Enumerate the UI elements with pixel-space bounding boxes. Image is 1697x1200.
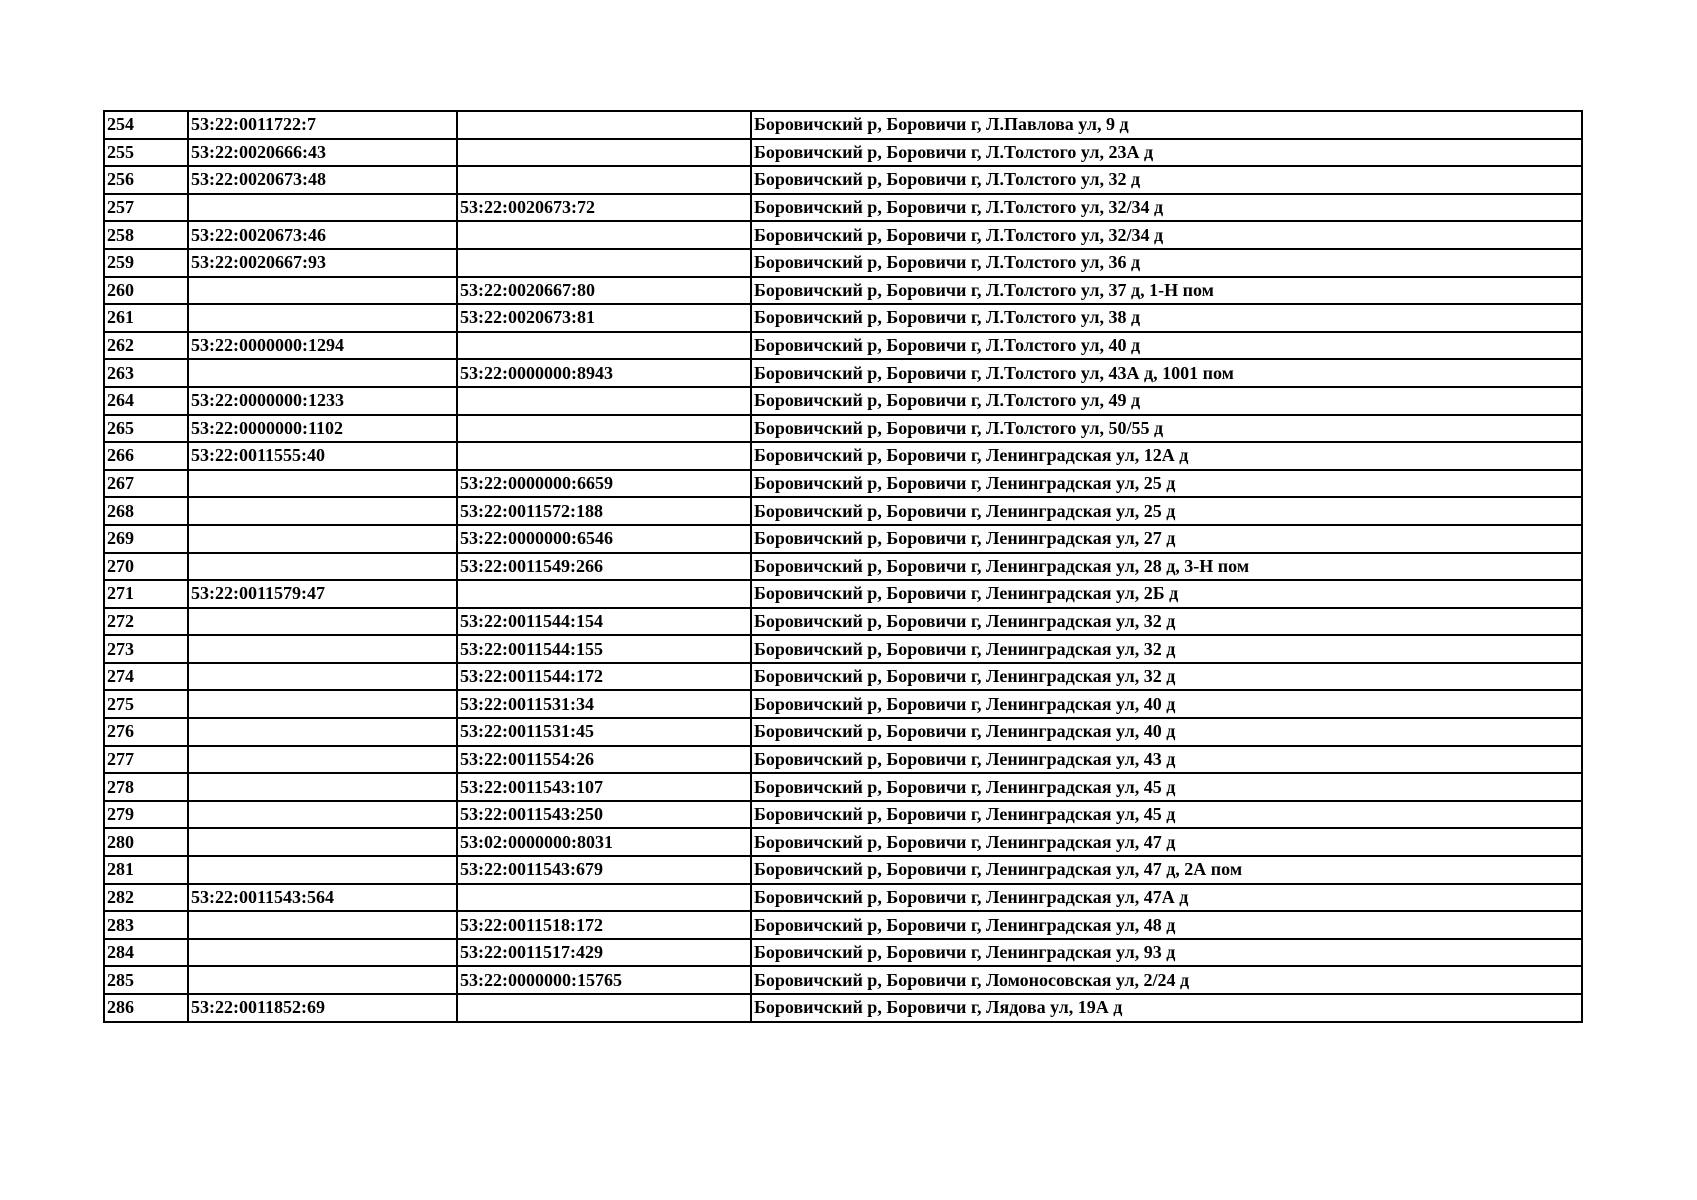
address-cell: Боровичский р, Боровичи г, Л.Толстого ул, 37 д, 1-Н пом	[751, 277, 1582, 305]
land-cadastral-number	[188, 608, 457, 636]
row-number: 271	[104, 580, 188, 608]
address-cell: Боровичский р, Боровичи г, Л.Толстого ул, 43А д, 1001 пом	[751, 359, 1582, 387]
table-row	[104, 194, 1582, 222]
row-number: 274	[104, 663, 188, 691]
table-row	[104, 470, 1582, 498]
row-number: 265	[104, 415, 188, 443]
building-cadastral-number: 53:02:0000000:8031	[457, 828, 751, 856]
address-cell: Боровичский р, Боровичи г, Ленинградская ул, 48 д	[751, 911, 1582, 939]
land-cadastral-number: 53:22:0000000:1294	[188, 332, 457, 360]
row-number: 268	[104, 497, 188, 525]
building-cadastral-number	[457, 332, 751, 360]
address-cell: Боровичский р, Боровичи г, Ленинградская ул, 25 д	[751, 497, 1582, 525]
row-number: 279	[104, 801, 188, 829]
building-cadastral-number	[457, 166, 751, 194]
land-cadastral-number	[188, 966, 457, 994]
row-number: 262	[104, 332, 188, 360]
table-row	[104, 111, 1582, 139]
property-registry-table	[103, 110, 1583, 1023]
address-cell: Боровичский р, Боровичи г, Ленинградская ул, 32 д	[751, 635, 1582, 663]
address-cell: Боровичский р, Боровичи г, Ленинградская ул, 45 д	[751, 773, 1582, 801]
building-cadastral-number: 53:22:0020673:72	[457, 194, 751, 222]
address-cell: Боровичский р, Боровичи г, Ленинградская ул, 32 д	[751, 663, 1582, 691]
table-row	[104, 332, 1582, 360]
table-row	[104, 387, 1582, 415]
row-number: 272	[104, 608, 188, 636]
table-row	[104, 415, 1582, 443]
table-row	[104, 718, 1582, 746]
address-cell: Боровичский р, Боровичи г, Л.Толстого ул, 32/34 д	[751, 194, 1582, 222]
building-cadastral-number	[457, 139, 751, 167]
row-number: 259	[104, 249, 188, 277]
land-cadastral-number	[188, 746, 457, 774]
building-cadastral-number: 53:22:0000000:6659	[457, 470, 751, 498]
row-number: 283	[104, 911, 188, 939]
table-row	[104, 966, 1582, 994]
land-cadastral-number: 53:22:0020673:46	[188, 221, 457, 249]
land-cadastral-number	[188, 525, 457, 553]
building-cadastral-number: 53:22:0011544:172	[457, 663, 751, 691]
table-row	[104, 773, 1582, 801]
row-number: 258	[104, 221, 188, 249]
table-row	[104, 277, 1582, 305]
table-row	[104, 139, 1582, 167]
land-cadastral-number	[188, 801, 457, 829]
row-number: 254	[104, 111, 188, 139]
table-row	[104, 580, 1582, 608]
land-cadastral-number	[188, 359, 457, 387]
land-cadastral-number	[188, 277, 457, 305]
table-row	[104, 249, 1582, 277]
address-cell: Боровичский р, Боровичи г, Л.Толстого ул, 40 д	[751, 332, 1582, 360]
address-cell: Боровичский р, Боровичи г, Л.Павлова ул, 9 д	[751, 111, 1582, 139]
table-row	[104, 359, 1582, 387]
table-body	[104, 111, 1582, 1022]
land-cadastral-number: 53:22:0011722:7	[188, 111, 457, 139]
address-cell: Боровичский р, Боровичи г, Ленинградская ул, 32 д	[751, 608, 1582, 636]
address-cell: Боровичский р, Боровичи г, Ленинградская ул, 43 д	[751, 746, 1582, 774]
row-number: 286	[104, 994, 188, 1022]
table-row	[104, 553, 1582, 581]
address-cell: Боровичский р, Боровичи г, Ленинградская ул, 40 д	[751, 690, 1582, 718]
address-cell: Боровичский р, Боровичи г, Л.Толстого ул, 50/55 д	[751, 415, 1582, 443]
address-cell: Боровичский р, Боровичи г, Ленинградская ул, 47 д	[751, 828, 1582, 856]
row-number: 273	[104, 635, 188, 663]
row-number: 280	[104, 828, 188, 856]
table-row	[104, 442, 1582, 470]
building-cadastral-number	[457, 884, 751, 912]
land-cadastral-number	[188, 553, 457, 581]
row-number: 261	[104, 304, 188, 332]
building-cadastral-number: 53:22:0011517:429	[457, 939, 751, 967]
address-cell: Боровичский р, Боровичи г, Ленинградская ул, 25 д	[751, 470, 1582, 498]
address-cell: Боровичский р, Боровичи г, Ленинградская ул, 28 д, 3-Н пом	[751, 553, 1582, 581]
table-row	[104, 994, 1582, 1022]
land-cadastral-number: 53:22:0000000:1233	[188, 387, 457, 415]
row-number: 266	[104, 442, 188, 470]
building-cadastral-number: 53:22:0011543:679	[457, 856, 751, 884]
table-row	[104, 828, 1582, 856]
building-cadastral-number: 53:22:0011543:107	[457, 773, 751, 801]
building-cadastral-number: 53:22:0011531:45	[457, 718, 751, 746]
address-cell: Боровичский р, Боровичи г, Ленинградская ул, 93 д	[751, 939, 1582, 967]
building-cadastral-number: 53:22:0000000:6546	[457, 525, 751, 553]
address-cell: Боровичский р, Боровичи г, Л.Толстого ул, 32/34 д	[751, 221, 1582, 249]
land-cadastral-number	[188, 690, 457, 718]
row-number: 278	[104, 773, 188, 801]
address-cell: Боровичский р, Боровичи г, Ленинградская ул, 45 д	[751, 801, 1582, 829]
address-cell: Боровичский р, Боровичи г, Ленинградская ул, 47А д	[751, 884, 1582, 912]
land-cadastral-number	[188, 828, 457, 856]
land-cadastral-number	[188, 718, 457, 746]
table-row	[104, 746, 1582, 774]
table-row	[104, 608, 1582, 636]
building-cadastral-number: 53:22:0011531:34	[457, 690, 751, 718]
row-number: 256	[104, 166, 188, 194]
address-cell: Боровичский р, Боровичи г, Л.Толстого ул, 23А д	[751, 139, 1582, 167]
table-row	[104, 221, 1582, 249]
building-cadastral-number	[457, 387, 751, 415]
land-cadastral-number: 53:22:0011579:47	[188, 580, 457, 608]
table-row	[104, 856, 1582, 884]
building-cadastral-number: 53:22:0011543:250	[457, 801, 751, 829]
building-cadastral-number	[457, 249, 751, 277]
table-row	[104, 939, 1582, 967]
row-number: 264	[104, 387, 188, 415]
land-cadastral-number	[188, 497, 457, 525]
building-cadastral-number: 53:22:0011544:155	[457, 635, 751, 663]
row-number: 285	[104, 966, 188, 994]
building-cadastral-number: 53:22:0011549:266	[457, 553, 751, 581]
table-row	[104, 884, 1582, 912]
building-cadastral-number: 53:22:0011554:26	[457, 746, 751, 774]
land-cadastral-number	[188, 635, 457, 663]
row-number: 282	[104, 884, 188, 912]
land-cadastral-number	[188, 939, 457, 967]
building-cadastral-number: 53:22:0011518:172	[457, 911, 751, 939]
land-cadastral-number: 53:22:0011555:40	[188, 442, 457, 470]
table-row	[104, 166, 1582, 194]
address-cell: Боровичский р, Боровичи г, Лядова ул, 19А д	[751, 994, 1582, 1022]
table-row	[104, 690, 1582, 718]
address-cell: Боровичский р, Боровичи г, Л.Толстого ул, 38 д	[751, 304, 1582, 332]
row-number: 281	[104, 856, 188, 884]
building-cadastral-number: 53:22:0020673:81	[457, 304, 751, 332]
address-cell: Боровичский р, Боровичи г, Ленинградская ул, 12А д	[751, 442, 1582, 470]
row-number: 277	[104, 746, 188, 774]
building-cadastral-number	[457, 111, 751, 139]
table-row	[104, 304, 1582, 332]
address-cell: Боровичский р, Боровичи г, Ленинградская ул, 47 д, 2А пом	[751, 856, 1582, 884]
land-cadastral-number: 53:22:0011852:69	[188, 994, 457, 1022]
building-cadastral-number	[457, 994, 751, 1022]
land-cadastral-number: 53:22:0011543:564	[188, 884, 457, 912]
land-cadastral-number	[188, 911, 457, 939]
land-cadastral-number	[188, 470, 457, 498]
building-cadastral-number	[457, 221, 751, 249]
building-cadastral-number	[457, 580, 751, 608]
building-cadastral-number	[457, 442, 751, 470]
land-cadastral-number	[188, 663, 457, 691]
address-cell: Боровичский р, Боровичи г, Л.Толстого ул, 49 д	[751, 387, 1582, 415]
row-number: 276	[104, 718, 188, 746]
row-number: 275	[104, 690, 188, 718]
address-cell: Боровичский р, Боровичи г, Ленинградская ул, 2Б д	[751, 580, 1582, 608]
land-cadastral-number	[188, 856, 457, 884]
row-number: 263	[104, 359, 188, 387]
table-row	[104, 801, 1582, 829]
building-cadastral-number: 53:22:0011544:154	[457, 608, 751, 636]
land-cadastral-number	[188, 773, 457, 801]
building-cadastral-number: 53:22:0000000:8943	[457, 359, 751, 387]
building-cadastral-number	[457, 415, 751, 443]
row-number: 260	[104, 277, 188, 305]
row-number: 270	[104, 553, 188, 581]
row-number: 269	[104, 525, 188, 553]
building-cadastral-number: 53:22:0000000:15765	[457, 966, 751, 994]
land-cadastral-number: 53:22:0020666:43	[188, 139, 457, 167]
address-cell: Боровичский р, Боровичи г, Л.Толстого ул, 36 д	[751, 249, 1582, 277]
land-cadastral-number: 53:22:0000000:1102	[188, 415, 457, 443]
land-cadastral-number	[188, 194, 457, 222]
table-row	[104, 635, 1582, 663]
table-row	[104, 525, 1582, 553]
row-number: 255	[104, 139, 188, 167]
address-cell: Боровичский р, Боровичи г, Ленинградская ул, 40 д	[751, 718, 1582, 746]
row-number: 257	[104, 194, 188, 222]
land-cadastral-number	[188, 304, 457, 332]
table-row	[104, 911, 1582, 939]
row-number: 267	[104, 470, 188, 498]
address-cell: Боровичский р, Боровичи г, Л.Толстого ул, 32 д	[751, 166, 1582, 194]
building-cadastral-number: 53:22:0011572:188	[457, 497, 751, 525]
table-row	[104, 663, 1582, 691]
land-cadastral-number: 53:22:0020667:93	[188, 249, 457, 277]
address-cell: Боровичский р, Боровичи г, Ленинградская ул, 27 д	[751, 525, 1582, 553]
building-cadastral-number: 53:22:0020667:80	[457, 277, 751, 305]
address-cell: Боровичский р, Боровичи г, Ломоносовская ул, 2/24 д	[751, 966, 1582, 994]
table-row	[104, 497, 1582, 525]
row-number: 284	[104, 939, 188, 967]
land-cadastral-number: 53:22:0020673:48	[188, 166, 457, 194]
